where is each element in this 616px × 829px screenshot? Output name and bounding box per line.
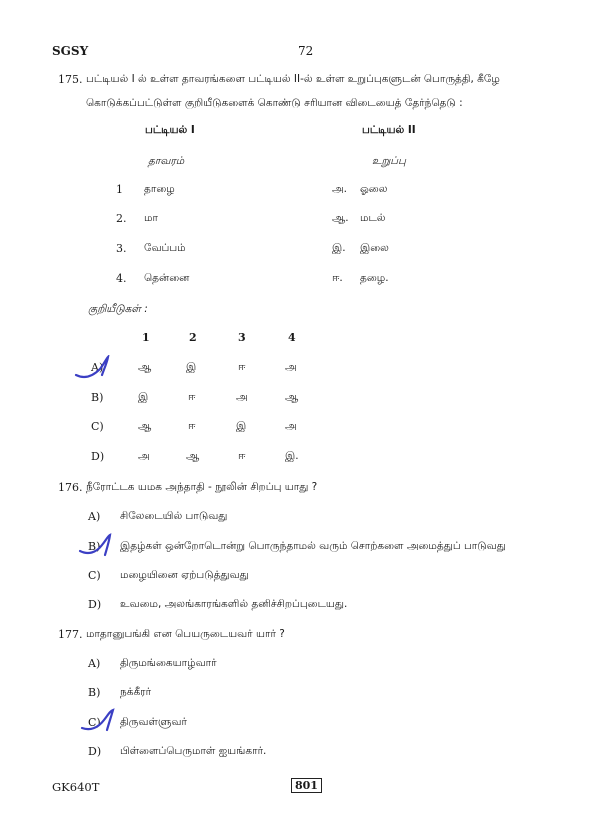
list1-item-2-num: 2. [116, 212, 127, 225]
code-b-3: அ [236, 391, 248, 403]
q177-option-b-text: நக்கீரர் [120, 686, 152, 698]
list1-item-3-text: வேப்பம் [144, 242, 186, 254]
list2-item-2-mark: ஆ. [332, 212, 349, 224]
list2-title: பட்டியல் II [362, 124, 416, 136]
list1-subtitle: தாவரம் [148, 155, 185, 167]
q176-option-c-label: C) [88, 569, 101, 582]
q176-text: நீரோட்டக யமக அந்தாதி - நூலின் சிறப்பு யாது ? [86, 481, 318, 493]
list1-item-4-text: தென்னை [144, 272, 190, 284]
q177-option-d-text: பிள்ளைப்பெருமாள் ஐயங்கார். [120, 745, 267, 757]
list2-item-1-mark: அ. [332, 183, 348, 195]
q175-text-line2: கொடுக்கப்பட்டுள்ள குறியீடுகளைக் கொண்டு சரியான விடையைத் தேர்ந்தெடு : [86, 97, 463, 109]
list2-item-4-text: தழை. [360, 272, 389, 284]
code-a-3: ஈ [238, 361, 246, 373]
code-c-4: அ [285, 420, 297, 432]
list1-item-2-text: மா [144, 212, 158, 224]
code-c-3: இ [236, 420, 247, 432]
code-a-4: அ [285, 361, 297, 373]
list2-item-3-text: இலை [360, 242, 389, 254]
list2-subtitle: உறுப்பு [372, 155, 406, 167]
page-number-box: 801 [291, 778, 322, 793]
q176-option-d-text: உவமை, அலங்காரங்களில் தனிச்சிறப்புடையது. [120, 598, 348, 610]
code-header-4: 4 [288, 331, 296, 344]
list1-item-1-text: தாழை [144, 183, 175, 195]
list1-item-1-num: 1 [116, 183, 123, 196]
q177-option-a-label: A) [88, 657, 101, 670]
code-b-4: ஆ [285, 391, 299, 403]
list1-item-4-num: 4. [116, 272, 127, 285]
option-d-label: D) [91, 450, 105, 463]
q176-option-d-label: D) [88, 598, 102, 611]
q177-option-d-label: D) [88, 745, 102, 758]
code-header-2: 2 [189, 331, 197, 344]
q176-number: 176. [58, 481, 83, 494]
page-number-top: 72 [298, 44, 314, 58]
code-c-1: ஆ [138, 420, 152, 432]
q177-option-c-text: திருவள்ளுவர் [120, 716, 187, 728]
list2-item-4-mark: ஈ. [332, 272, 343, 284]
code-d-4: இ. [285, 450, 299, 462]
code-c-2: ஈ [188, 420, 196, 432]
q177-option-a-text: திருமங்கையாழ்வார் [120, 657, 217, 669]
q177-option-b-label: B) [88, 686, 101, 699]
pen-tick-mark-q175 [74, 355, 114, 381]
q177-option-c-label: C) [88, 716, 101, 729]
list2-item-3-mark: இ. [332, 242, 346, 254]
pen-tick-mark-q176 [78, 533, 118, 559]
q175-number: 175. [58, 73, 83, 86]
pen-tick-mark-q177 [80, 708, 120, 734]
code-header-1: 1 [142, 331, 150, 344]
q176-option-c-text: மழையினை ஏற்படுத்துவது [120, 569, 249, 581]
q176-option-a-text: சிலேடையில் பாடுவது [120, 510, 228, 522]
code-d-3: ஈ [238, 450, 246, 462]
code-b-1: இ [138, 391, 149, 403]
option-b-label: B) [91, 391, 104, 404]
code-a-2: இ [186, 361, 197, 373]
q177-text: மாதானுபங்கி என பெயருடையவர் யார் ? [86, 628, 285, 640]
code-d-1: அ [138, 450, 150, 462]
code-d-2: ஆ [186, 450, 200, 462]
option-a-label: A) [91, 361, 104, 374]
code-b-2: ஈ [188, 391, 196, 403]
code-header-3: 3 [238, 331, 246, 344]
list2-item-1-text: ஓலை [360, 183, 388, 195]
list2-item-2-text: மடல் [360, 212, 386, 224]
list1-item-3-num: 3. [116, 242, 127, 255]
q177-number: 177. [58, 628, 83, 641]
booklet-code: GK640T [52, 780, 100, 794]
codes-label: குறியீடுகள் : [88, 303, 148, 315]
booklet-series: SGSY [52, 44, 89, 58]
option-c-label: C) [91, 420, 104, 433]
q176-option-b-label: B) [88, 540, 101, 553]
q176-option-a-label: A) [88, 510, 101, 523]
code-a-1: ஆ [138, 361, 152, 373]
q176-option-b-text: இதழ்கள் ஒன்றோடொன்று பொருந்தாமல் வரும் சொற்களை அமைத்துப் பாடுவது [120, 540, 506, 552]
list1-title: பட்டியல் I [145, 124, 195, 136]
q175-text-line1: பட்டியல் I ல் உள்ள தாவரங்களை பட்டியல் II-ல் உள்ள உறுப்புகளுடன் பொருத்தி, கீழே [86, 73, 500, 85]
